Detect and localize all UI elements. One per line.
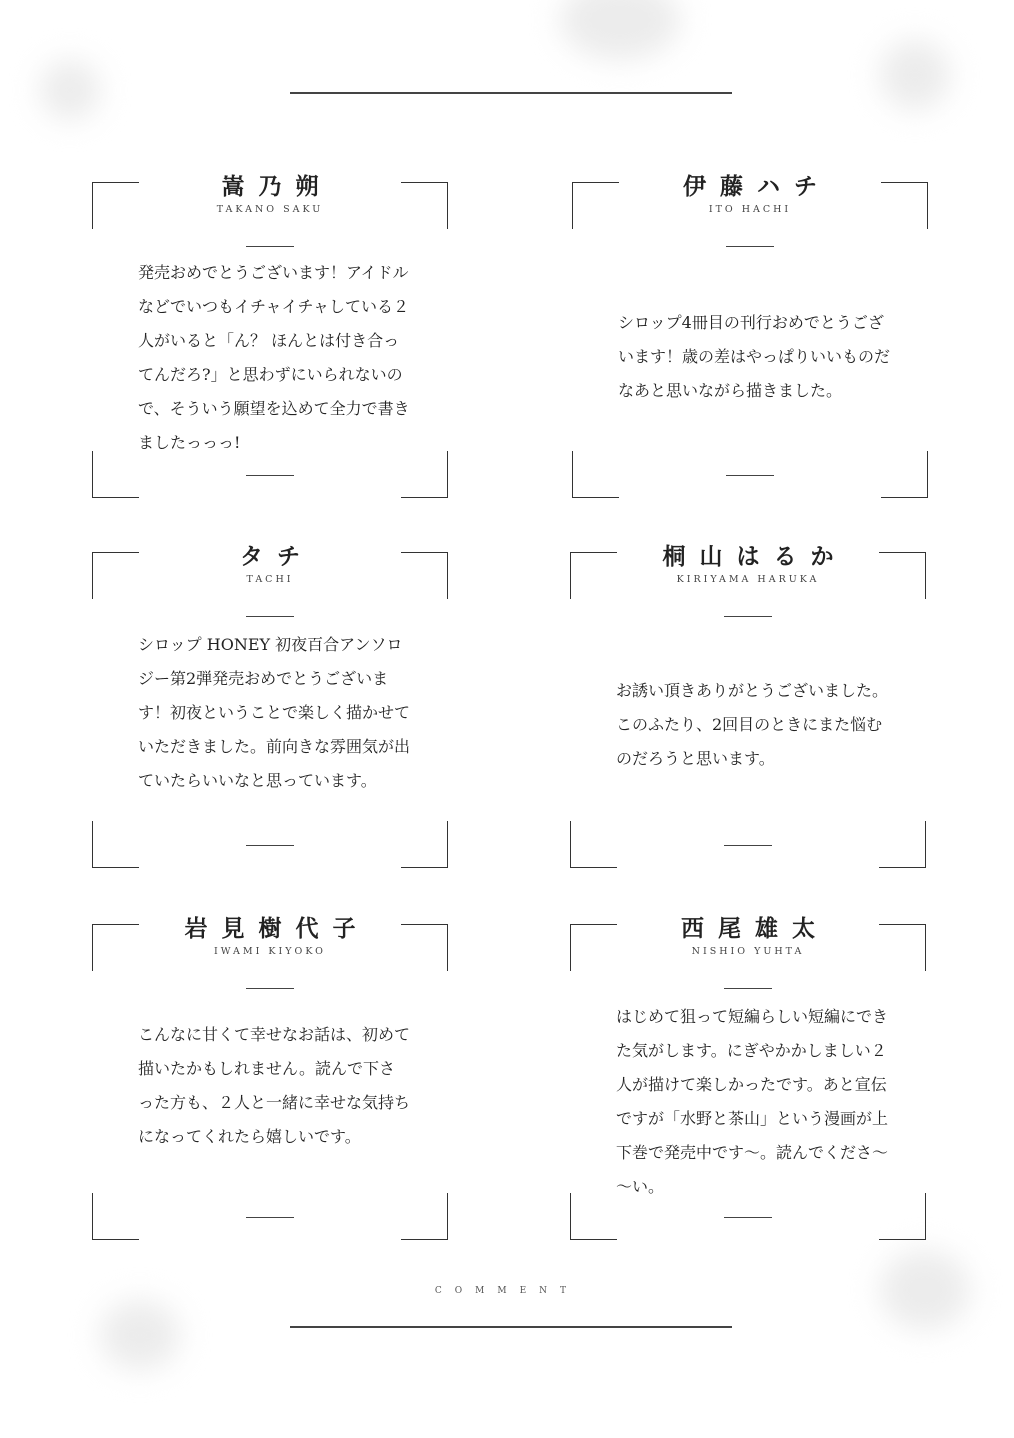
corner-bracket	[92, 821, 139, 868]
divider	[724, 1217, 772, 1218]
comment-text: 発売おめでとうございます！アイドルなどでいつもイチャイチャしている２人がいると「ん？ ほんとは付き合ってんだろ?」と思わずにいられないので、そういう願望を込めて全力で書きましたっっっ!	[138, 263, 410, 452]
corner-bracket	[879, 821, 926, 868]
comment-card	[92, 173, 448, 498]
divider	[246, 475, 294, 476]
comment-text: お誘い頂きありがとうございました。このふたり、2回目のときにまた悩むのだろうと思います。	[616, 681, 889, 768]
comment-card	[92, 543, 448, 868]
divider	[246, 1217, 294, 1218]
divider	[724, 845, 772, 846]
comment-text: シロップ4冊目の刊行おめでとうございます！歳の差はやっぱりいいものだなあと思いながら描きました。	[618, 313, 891, 400]
divider	[726, 475, 774, 476]
divider	[246, 246, 294, 247]
divider	[246, 616, 294, 617]
author-roman: TACHI	[246, 574, 294, 585]
divider	[724, 616, 772, 617]
author-name: 西尾雄太	[681, 915, 829, 942]
author-roman: ITO HACHI	[708, 204, 792, 215]
divider	[246, 988, 294, 989]
author-name: 伊藤ハチ	[683, 173, 831, 200]
author-roman: IWAMI KIYOKO	[214, 946, 326, 957]
background-blob	[40, 60, 100, 120]
corner-bracket	[401, 1193, 448, 1240]
corner-bracket	[881, 451, 928, 498]
corner-bracket	[92, 1193, 139, 1240]
comment-card	[570, 543, 926, 868]
divider	[724, 988, 772, 989]
corner-bracket	[401, 821, 448, 868]
divider	[726, 246, 774, 247]
corner-bracket	[92, 451, 139, 498]
divider	[246, 845, 294, 846]
comment-text: こんなに甘くて幸せなお話は、初めて描いたかもしれません。読んで下さった方も、２人と一緒に幸せな気持ちになってくれたら嬉しいです。	[138, 1025, 411, 1146]
author-roman: NISHIO YUHTA	[691, 946, 805, 957]
background-blob	[100, 1300, 180, 1370]
comment-text: シロップ HONEY 初夜百合アンソロジー第2弾発売おめでとうございます！初夜ということで楽しく描かせていただきました。前向きな雰囲気が出ていたらいいなと思っています。	[138, 635, 411, 790]
comment-card	[572, 173, 928, 498]
comment-card	[92, 915, 448, 1240]
top-rule	[290, 92, 732, 94]
corner-bracket	[572, 451, 619, 498]
author-roman: KIRIYAMA HARUKA	[676, 574, 820, 585]
author-roman: TAKANO SAKU	[216, 204, 324, 215]
author-name: タチ	[240, 543, 314, 570]
background-blob	[560, 0, 680, 60]
section-label: COMMENT	[434, 1286, 580, 1296]
author-name: 岩見樹代子	[184, 915, 370, 942]
corner-bracket	[570, 821, 617, 868]
background-blob	[880, 40, 950, 110]
comment-card	[570, 915, 926, 1240]
bottom-rule	[290, 1326, 732, 1328]
comment-text: はじめて狙って短編らしい短編にできた気がします。にぎやかかしましい２人が描けて楽しかったです。あと宣伝ですが「水野と茶山」という漫画が上下巻で発売中です～。読んでくださ～～い。	[616, 1007, 889, 1196]
author-name: 桐山はるか	[662, 543, 848, 570]
author-name: 嵩乃朔	[221, 173, 333, 200]
corner-bracket	[570, 1193, 617, 1240]
